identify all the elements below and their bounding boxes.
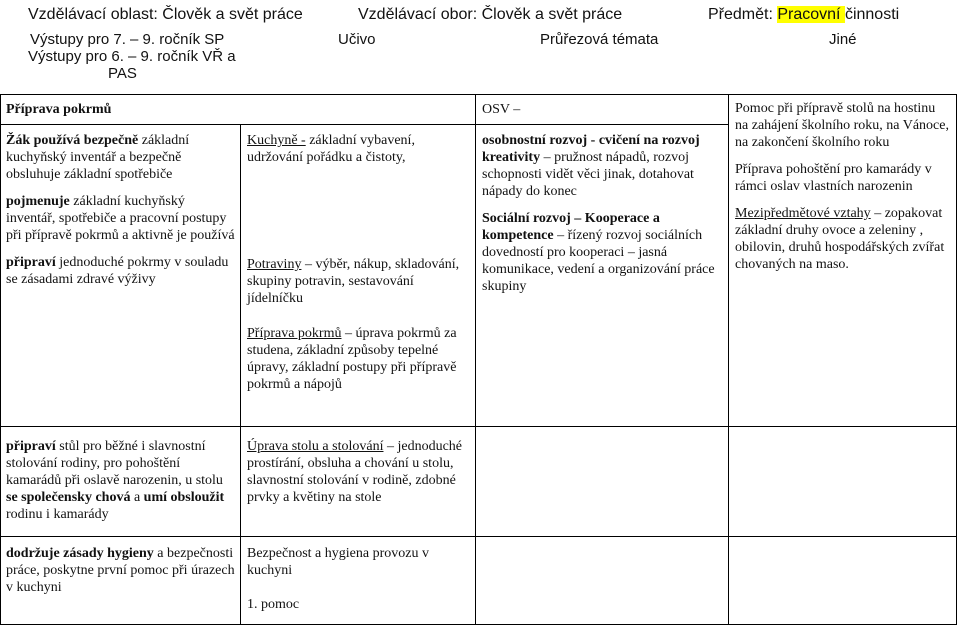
prurez-osobnostni [482, 132, 723, 200]
ucivo-uprava-stolu-text: – jednoduché prostírání, obsluha a chování u stolu, slavnostní stolování v rodině, zdobné prvky a květiny na stole [247, 439, 463, 505]
vystupy-cell-2 [1, 427, 241, 537]
block-row-3 [1, 537, 957, 625]
vystup-3 [6, 254, 236, 288]
ucivo-uprava-stolu-title: Úprava stolu a stolování [247, 439, 384, 454]
osv-label: OSV – [482, 102, 521, 117]
section-title-cell [1, 95, 476, 125]
section-row [1, 95, 957, 125]
vystup-4-text-3: rodinu i kamarády [6, 507, 109, 522]
predmet-highlight: Pracovní [777, 6, 845, 23]
prurez-cell [476, 125, 729, 427]
mezipredmetove-text: – zopakovat základní druhy ovoce a zeleniny , obilovin, druhů hospodářských zvířat chovaných na maso. [735, 206, 945, 272]
jine-empty-cell [729, 537, 957, 625]
ucivo-potraviny [247, 256, 471, 307]
ucivo-potraviny-text: – výběr, nákup, skladování, skupiny potravin, sestavování jídelníčku [247, 257, 460, 306]
ucivo-cell-3 [241, 537, 476, 625]
column-heading-jine: Jiné [829, 31, 857, 48]
vystup-4 [6, 438, 236, 523]
curriculum-table [0, 94, 957, 625]
spacer [247, 307, 471, 325]
ucivo-uprava-stolu [247, 438, 471, 506]
vystup-2-bold: pojmenuje [6, 194, 70, 209]
spacer [482, 200, 723, 210]
spacer [735, 151, 951, 161]
vystup-4-bold-3: umí obsloužit [143, 490, 225, 505]
jine-paragraph-1: Pomoc při přípravě stolů na hostinu na zahájení školního roku, na Vánoce, na zakončení školního roku [735, 101, 949, 150]
spacer [6, 183, 236, 193]
spacer [6, 244, 236, 254]
ucivo-kuchyne [247, 132, 471, 166]
ucivo-priprava-text: – úprava pokrmů za studena, základní způsoby tepelné úpravy, základní postupy při přípravě pokrmů a nápojů [247, 326, 457, 392]
ucivo-kuchyne-text: základní vybavení, udržování pořádku a čistoty, [247, 133, 415, 165]
section-title: Příprava pokrmů [6, 102, 112, 117]
ucivo-bezpecnost: Bezpečnost a hygiena provozu v kuchyni [247, 546, 429, 578]
vystupy-line-2: Výstupy pro 6. – 9. ročník VŘ a [28, 48, 236, 65]
jine-paragraph-3 [735, 205, 951, 273]
header-obor: Vzdělávací obor: Člověk a svět práce [358, 6, 623, 23]
prurez-socialni [482, 210, 723, 295]
vystup-5-text: a bezpečnosti práce, poskytne první pomoc při úrazech v kuchyni [6, 546, 235, 595]
jine-empty-cell [729, 427, 957, 537]
spacer [247, 579, 471, 596]
vystup-2 [6, 193, 236, 244]
prurez-osobnostni-bold: osobnostní rozvoj - cvičení na rozvoj kreativity [482, 133, 700, 165]
jine-paragraph-2: Příprava pohoštění pro kamarády v rámci oslav vlastních narozenin [735, 162, 932, 194]
vystup-3-text: jednoduché pokrmy v souladu se zásadami zdravé výživy [6, 255, 229, 287]
header-oblast: Vzdělávací oblast: Člověk a svět práce [28, 6, 303, 23]
column-heading-vystupy [28, 31, 238, 82]
jine-cell [729, 95, 957, 427]
prurez-empty-cell [476, 537, 729, 625]
spacer [735, 195, 951, 205]
prurez-socialni-bold: Sociální rozvoj – Kooperace a kompetence [482, 211, 660, 243]
vystupy-cell-1 [1, 125, 241, 427]
ucivo-cell-2 [241, 427, 476, 537]
ucivo-kuchyne-title: Kuchyně - [247, 133, 306, 148]
vystup-4-bold-1: připraví [6, 439, 56, 454]
vystup-3-bold: připraví [6, 255, 56, 270]
vystup-2-text: základní kuchyňský inventář, spotřebiče a pracovní postupy při přípravě pokrmů a aktivně je používá [6, 194, 235, 243]
column-heading-prurezova: Průřezová témata [540, 31, 659, 48]
vystup-4-text-2: a [130, 490, 144, 505]
vystup-1-bold: Žák používá bezpečně [6, 133, 139, 148]
prurez-empty-cell [476, 427, 729, 537]
predmet-suffix: činnosti [844, 6, 900, 23]
vystup-5-bold: dodržuje zásady hygieny [6, 546, 154, 561]
vystup-1-text: základní kuchyňský inventář a bezpečně obsluhuje základní spotřebiče [6, 133, 190, 182]
prurez-socialni-text: – řízený rozvoj sociálních dovedností pro kooperaci – jasná komunikace, vedení a organizování práce skupiny [482, 228, 715, 294]
osv-cell [476, 95, 729, 125]
ucivo-potraviny-title: Potraviny [247, 257, 302, 272]
vystupy-line-1: Výstupy pro 7. – 9. ročník SP [30, 31, 225, 48]
mezipredmetove-link: Mezipředmětové vztahy [735, 206, 871, 221]
prurez-osobnostni-text: – pružnost nápadů, rozvoj schopnosti vidět věci jinak, dotahovat nápady do konec [482, 150, 694, 199]
ucivo-cell-1 [241, 125, 476, 427]
vystup-4-bold-2: se společensky chová [6, 490, 131, 505]
ucivo-priprava-title: Příprava pokrmů [247, 326, 342, 341]
block-row-2 [1, 427, 957, 537]
vystup-4-text-1: stůl pro běžné i slavnostní stolování rodiny, pro pohoštění kamarádů při oslavě narozenin, u stolu [6, 439, 223, 488]
ucivo-priprava [247, 325, 471, 393]
predmet-prefix: Předmět: [708, 6, 778, 23]
ucivo-prvni-pomoc: 1. pomoc [247, 597, 300, 612]
column-heading-ucivo: Učivo [338, 31, 376, 48]
vystup-5 [6, 545, 236, 596]
header-predmet [708, 6, 899, 24]
vystupy-line-3: PAS [108, 65, 137, 82]
vystup-1 [6, 132, 236, 183]
spacer [247, 166, 471, 256]
vystupy-cell-3 [1, 537, 241, 625]
